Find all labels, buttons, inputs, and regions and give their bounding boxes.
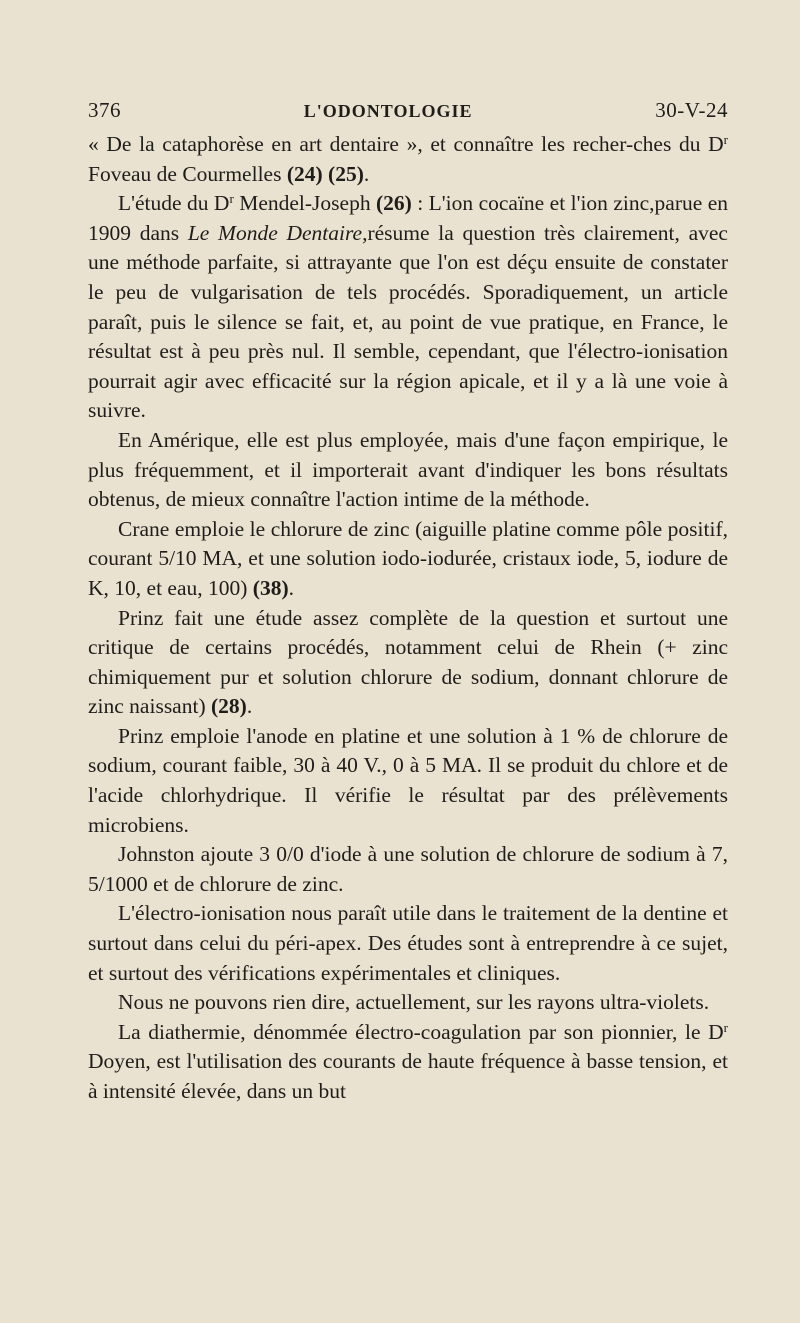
text-run: : L'ion cocaïne et l'ion zinc,parue en 1909 dans [88, 191, 728, 245]
paragraph [88, 1018, 728, 1107]
paragraph: Nous ne pouvons rien dire, actuellement, sur les rayons ultra-violets. [118, 990, 710, 1015]
text-run: Prinz fait une étude assez complète de la question et surtout une critique de certains procédés, notamment celui de Rhein (+ zinc chimiquement pur et solution chlorure de sodium, donnant chlorure de zinc naissant) [88, 605, 728, 719]
body-text [88, 130, 728, 1107]
text-run: . [363, 161, 370, 186]
page-number: 376 [88, 98, 121, 122]
superscript: r [229, 191, 234, 207]
paragraph [88, 189, 728, 426]
reference-number: (38) [252, 575, 289, 600]
reference-number: (28) [211, 694, 247, 719]
text-run: . [288, 575, 294, 600]
paragraph: Johnston ajoute 3 0/0 d'iode à une solution de chlorure de sodium à 7, 5/1000 et de chlorure de zinc. [88, 842, 728, 896]
issue-date: 30-V-24 [655, 98, 728, 122]
text-run: . [246, 694, 253, 719]
text-run: Crane emploie le chlorure de zinc (aiguille platine comme pôle positif, courant 5/10 MA, et une solution iodo-iodurée, cristaux iode, 5, iodure de K, 10, et eau, 100) [88, 516, 728, 600]
superscript: r [723, 1019, 728, 1035]
text-run: Doyen, est l'utilisation des courants de haute fréquence à basse tension, et à intensité élevée, dans un but [88, 1049, 728, 1103]
reference-number: (25) [328, 161, 364, 186]
paragraph: En Amérique, elle est plus employée, mais d'une façon empirique, le plus fréquemment, et il importerait avant d'indiquer les bons résultats obtenus, de mieux connaître l'action intime de la méthode. [88, 427, 728, 512]
paragraph [88, 515, 728, 604]
reference-number: (26) [376, 191, 412, 216]
paragraph [88, 130, 728, 189]
paragraph [88, 604, 728, 722]
text-run: résume la question très clairement, avec une méthode parfaite, si attrayante que l'on est déçu ensuite de constater le peu de vulgarisation de tels procédés. Sporadiquement, un article paraît, puis le silence se fait, et, au point de vue pratique, en France, le résultat est à peu près nul. Il semble, cependant, que l'électro-ionisation pourrait agir avec efficacité sur la région apicale, et il y a là une voie à suivre. [88, 220, 728, 423]
paragraph: Prinz emploie l'anode en platine et une solution à 1 % de chlorure de sodium, courant faible, 30 à 40 V., 0 à 5 MA. Il se produit du chlore et de l'acide chlorhydrique. Il vérifie le résultat par des prélèvements microbiens. [88, 723, 728, 837]
paragraph: L'électro-ionisation nous paraît utile dans le traitement de la dentine et surtout dans celui du péri-apex. Des études sont à entreprendre à ce sujet, et surtout des vérifications expérimentales et cliniques. [88, 901, 728, 985]
running-header [88, 98, 728, 123]
journal-citation: Le Monde Dentaire, [187, 220, 368, 245]
reference-number: (24) [286, 161, 323, 186]
superscript: r [723, 132, 728, 147]
text-run: Mendel-Joseph [233, 191, 377, 216]
text-run: La diathermie, dénommée électro-coagulation par son pionnier, le D [118, 1019, 724, 1044]
text-run: L'étude du D [118, 191, 230, 216]
text-run: Foveau de Courmelles [88, 161, 287, 186]
journal-title: L'ODONTOLOGIE [303, 101, 473, 121]
text-run: « De la cataphorèse en art dentaire », et connaître les recher-ches du D [88, 132, 724, 156]
